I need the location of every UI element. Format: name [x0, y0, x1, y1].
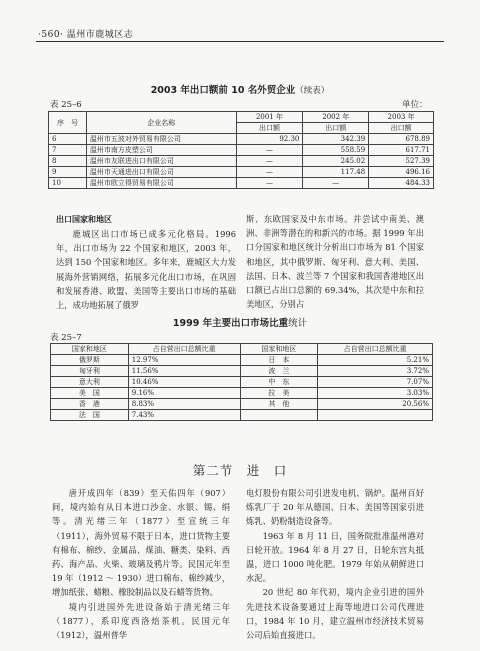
table-row: [49, 167, 434, 178]
header-year-2003: 2003 年: [369, 112, 434, 123]
row-no: 7: [49, 145, 87, 156]
table-row: [51, 388, 433, 399]
section-heading-export-regions: 出口国家和地区: [56, 215, 112, 224]
row-name: 温州市五波对外贸易有限公司: [86, 134, 236, 145]
row-no: 10: [49, 178, 87, 189]
header-sub: 出口额: [369, 123, 434, 134]
page-header: ·560· 温州市鹿城区志: [38, 30, 134, 40]
share-cell: 3.03%: [318, 388, 433, 399]
row-2002: 558.59: [303, 145, 369, 156]
table1-number: 表 25–6: [50, 100, 82, 110]
section-heading-imports: 第二节 进 口: [192, 463, 288, 478]
header-share: 占自营出口总额比重: [318, 344, 433, 355]
table-row: [49, 178, 434, 189]
empty-cell: [240, 410, 318, 421]
region-cell: 其 他: [240, 399, 318, 410]
table1-title-main: 2003 年出口额前 10 名外贸企业: [150, 85, 296, 96]
header-region: 国家和地区: [240, 344, 318, 355]
table-row: [49, 145, 434, 156]
region-cell: 美 国: [51, 388, 129, 399]
row-no: 8: [49, 156, 87, 167]
header-rule: [36, 41, 444, 42]
share-cell: 12.97%: [128, 355, 240, 366]
header-share: 占自营出口总额比重: [128, 344, 240, 355]
row-2003: 678.89: [369, 134, 434, 145]
table2-title-suffix: 统计: [288, 318, 308, 329]
region-cell: 香 港: [51, 399, 129, 410]
paragraph-right-1: 电灯股份有限公司引进发电机、锅炉。温州百好炼乳厂于 20 年从德国、日本、美国等国家引进炼乳、奶粉制造设备等。: [246, 488, 424, 527]
share-cell: 10.46%: [128, 377, 240, 388]
row-name: 温州市友联进出口有限公司: [86, 156, 236, 167]
row-2001: —: [236, 167, 303, 178]
export-market-table: [50, 343, 433, 421]
import-column-left: [52, 486, 230, 642]
table-row: [51, 366, 433, 377]
region-cell: 中 东: [240, 377, 318, 388]
share-cell: 20.56%: [318, 399, 433, 410]
row-2002: 342.39: [303, 134, 369, 145]
table1-title: [0, 82, 480, 96]
paragraph-left: 鹿城区出口市场已成多元化格局。1996 年，出口市场为 22 个国家和地区，2003 年，达到 150 个国家和地区。多年来，鹿城区大力发展海外营销网络，拓展多元化出口市场，在巩固和发展香港、欧盟、美国等主要出口市场的基础上，成功地拓展了俄罗: [56, 229, 236, 311]
header-no: 序 号: [49, 112, 87, 134]
paragraph-right-3: 20 世纪 80 年代初，境内企业引进的国外先进技术设备要通过上海等地进口公司代理进口，1984 年 10 月，建立温州市经济技术贸易公司后始直接进口。: [246, 587, 424, 641]
row-2003: 527.39: [369, 156, 434, 167]
table2-title: [0, 315, 480, 329]
header-year-2002: 2002 年: [303, 112, 369, 123]
share-cell: 7.43%: [128, 410, 240, 421]
paragraph-right-2: 1963 年 8 月 11 日，国务院批准温州港对日轮开放。1964 年 8 月 27 日，日轮东宫丸抵温，进口 1000 吨化肥。1979 年始从朝鲜进口水泥。: [246, 530, 424, 584]
table2-title-main: 1999 年主要出口市场比重: [172, 318, 289, 329]
header-sub: 出口额: [303, 123, 369, 134]
paragraph-left-2: 境内引进国外先进设备始于清光绪三年（1877），系印度西洛焙茶机。民国元年（1912），温州普华: [52, 601, 230, 641]
paragraph-left-1: 唐开成四年（839）至天佑四年（907）间，境内始有从日本进口沙金、水银、锡、绢等。清光绪三年（1877）至宣统三年（1911），海外贸易不限于日本，进口货物主要有棉布、棉纱、金属品、煤油、糖类、染料、西药、海产品、火柴、玻璃及鸦片等。民国元年至 19 年（1912 ～ 1930）进口棉布、棉纱减少，增加纸张、蜡粮、橡胶制品以及石蜡等货物。: [52, 488, 230, 598]
header-sub: 出口额: [236, 123, 303, 134]
table-row: [51, 410, 433, 421]
header-region: 国家和地区: [51, 344, 129, 355]
share-cell: 9.16%: [128, 388, 240, 399]
row-2002: 245.02: [303, 156, 369, 167]
row-2001: —: [236, 156, 303, 167]
table-row: [49, 134, 434, 145]
header-year-2001: 2001 年: [236, 112, 303, 123]
table1-unit-label: 单位：: [402, 100, 428, 110]
row-2001: —: [236, 178, 303, 189]
header-name: 企业名称: [86, 112, 236, 134]
region-cell: 匈牙利: [51, 366, 129, 377]
row-name: 温州市欧立得贸易有限公司: [86, 178, 236, 189]
empty-cell: [318, 410, 433, 421]
region-cell: 拉 美: [240, 388, 318, 399]
row-name: 温州市南方皮塑公司: [86, 145, 236, 156]
region-cell: 波 兰: [240, 366, 318, 377]
region-cell: 法 国: [51, 410, 129, 421]
table-row: [51, 399, 433, 410]
table1-title-suffix: （续表）: [295, 86, 330, 96]
import-column-right: [246, 486, 424, 642]
table-row: [49, 156, 434, 167]
row-no: 9: [49, 167, 87, 178]
row-2001: —: [236, 145, 303, 156]
row-2001: 92.30: [236, 134, 303, 145]
row-2003: 617.71: [369, 145, 434, 156]
row-2002: 117.48: [303, 167, 369, 178]
export-enterprise-table: [48, 111, 434, 189]
region-cell: 日 本: [240, 355, 318, 366]
row-2003: 496.16: [369, 167, 434, 178]
share-cell: 7.07%: [318, 377, 433, 388]
share-cell: 11.56%: [128, 366, 240, 377]
table-row: [51, 377, 433, 388]
region-cell: 意大利: [51, 377, 129, 388]
table2-number: 表 25–7: [50, 333, 82, 343]
share-cell: 8.83%: [128, 399, 240, 410]
paragraph-right: 斯、东欧国家及中东市场。并尝试中南美、澳洲、非洲等潜在的和新兴的市场。据 1999 年出口分国家和地区统计分析出口市场为 81 个国家和地区，其中俄罗斯、匈牙利、意大利、美国、法国、日本、波兰等 7 个国家和我国香港地区出口额已占出口总额的 69.34%，其次是中东和拉美地区，分别占: [246, 214, 424, 310]
row-no: 6: [49, 134, 87, 145]
row-name: 温州市天通进出口有限公司: [86, 167, 236, 178]
share-cell: 5.21%: [318, 355, 433, 366]
share-cell: 3.72%: [318, 366, 433, 377]
row-2002: —: [303, 178, 369, 189]
region-cell: 俄罗斯: [51, 355, 129, 366]
row-2003: 484.33: [369, 178, 434, 189]
table-row: [51, 355, 433, 366]
